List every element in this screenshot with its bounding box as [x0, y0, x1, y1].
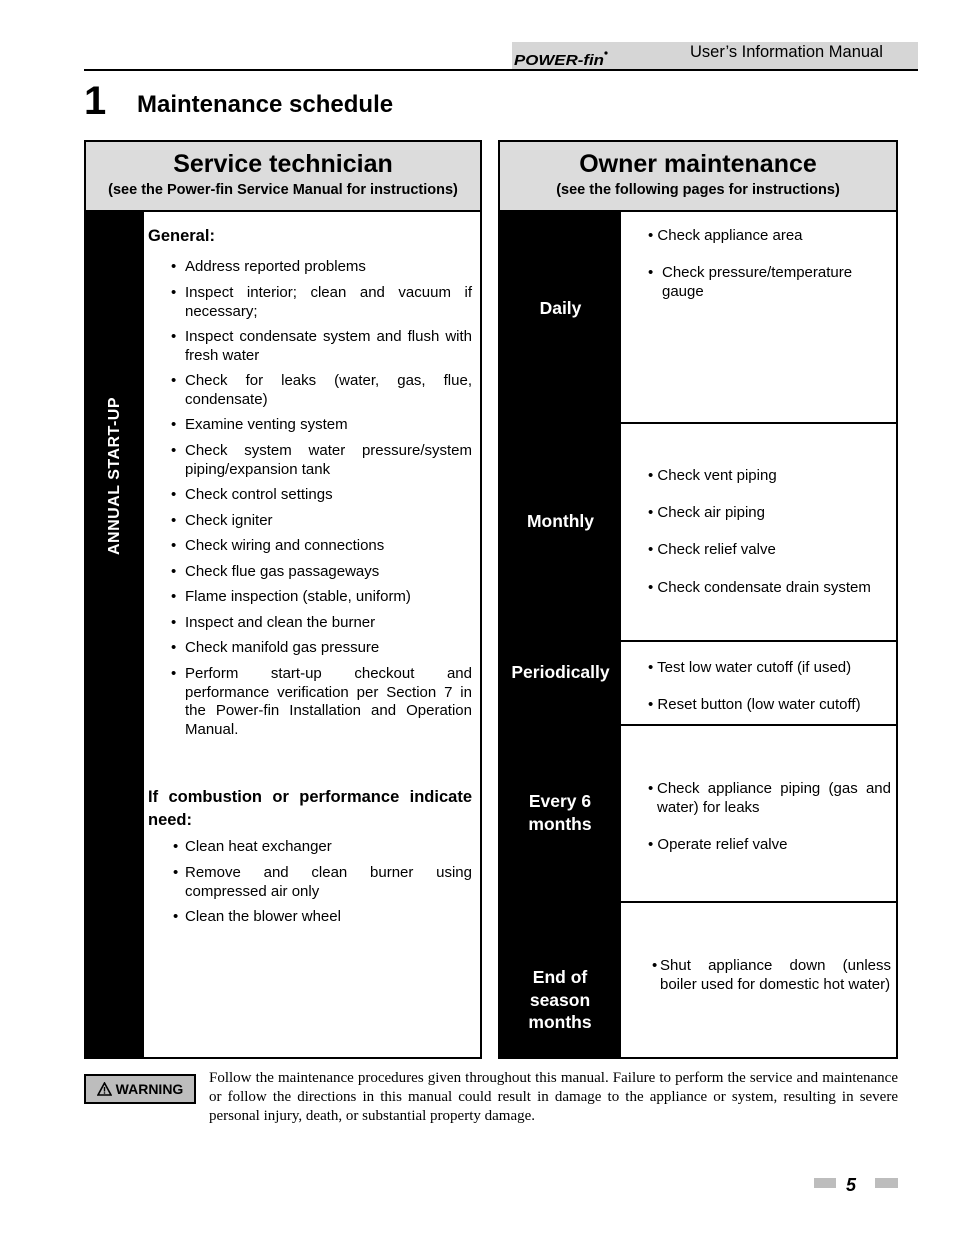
list-item: • Check condensate drain system	[648, 579, 871, 596]
manual-title: User’s Information Manual	[690, 43, 883, 61]
service-panel-subtitle: (see the Power-fin Service Manual for instructions)	[108, 182, 458, 198]
warning-badge	[84, 1074, 196, 1104]
header-rule	[84, 69, 918, 71]
combustion-heading: If combustion or performance indicate need:	[148, 788, 472, 829]
combustion-list: • Clean heat exchanger • Remove and clean burner using compressed air only • Clean the blower wheel	[173, 838, 472, 925]
list-item: • Check appliance piping (gas and water) for leaks	[648, 780, 891, 816]
list-item: • Operate relief valve	[648, 836, 788, 853]
owner-panel-title: Owner maintenance	[579, 150, 817, 178]
row-divider	[621, 901, 897, 903]
chapter-number: 1	[84, 79, 107, 123]
owner-panel-subtitle: (see the following pages for instructions)	[556, 182, 840, 198]
footer-bar-right	[875, 1178, 898, 1188]
period-label-daily: Daily	[539, 298, 582, 318]
svg-text:POWER-fin: POWER-fin	[514, 52, 604, 69]
general-heading: General:	[148, 227, 215, 245]
page-number: 5	[846, 1175, 857, 1195]
list-item: • Check appliance area	[648, 227, 803, 244]
list-item: • Check vent piping	[648, 467, 777, 484]
list-item: • Check air piping	[648, 504, 765, 521]
period-label-end-of-season: End of season months	[528, 967, 592, 1032]
annual-startup-label: ANNUAL START-UP	[105, 396, 123, 556]
list-item: • Reset button (low water cutoff)	[648, 696, 861, 713]
general-list: • Address reported problems • Inspect interior; clean and vacuum if necessary; • Inspect condensate system and flush with fresh water • Check for leaks (water, gas, flue, condensate) • Examine venting system • Check system water pressure/system piping/expansion tank • Check control settings • Check igniter • Check wiring and connections • Check flue gas passageways • Flame inspection (stable, uniform) • Inspect and clean the burner • Check manifold gas pressure • Perform start-up checkout and performance verification per Section 7 in the Power-fin Installation and Operation Manual.	[171, 258, 472, 738]
row-divider	[621, 422, 897, 424]
period-label-periodically: Periodically	[511, 662, 610, 682]
period-label-every-6-months: Every 6 months	[528, 791, 592, 834]
period-column	[500, 211, 621, 1057]
service-panel-title: Service technician	[173, 150, 393, 178]
row-divider	[621, 724, 897, 726]
chapter-title: Maintenance schedule	[137, 91, 394, 118]
annual-startup-label-wrap	[85, 211, 144, 741]
footer-bar-left	[814, 1178, 836, 1188]
list-item: • Test low water cutoff (if used)	[648, 659, 852, 676]
service-panel-header	[86, 142, 480, 212]
row-divider	[621, 640, 897, 642]
warning-label: WARNING	[115, 1081, 184, 1097]
list-item: • Shut appliance down (unless boiler used for domestic hot water)	[652, 957, 891, 993]
list-item: • Check relief valve	[648, 541, 776, 558]
owner-panel-header	[500, 142, 896, 212]
warning-text: Follow the maintenance procedures given throughout this manual. Failure to perform the service and maintenance or follow the directions in this manual could result in damage to the appliance or system, resulting in severe personal injury, death, or substantial property damage.	[209, 1070, 898, 1124]
power-fin-logo	[513, 48, 609, 70]
warning-triangle-icon	[97, 1082, 112, 1096]
period-label-monthly: Monthly	[526, 511, 595, 531]
